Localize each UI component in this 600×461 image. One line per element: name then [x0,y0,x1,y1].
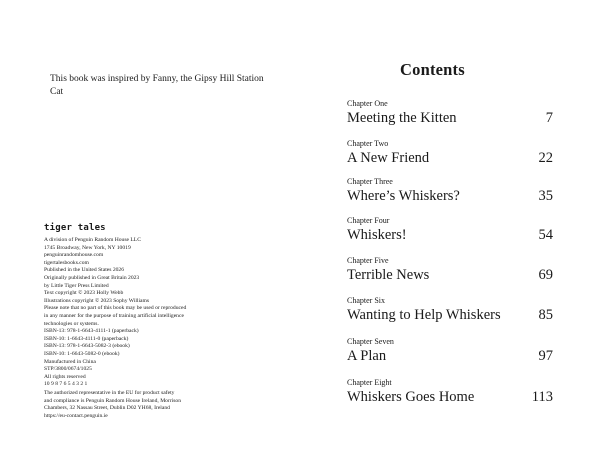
imprint-line: ISBN-13: 978-1-6643-5082-3 (ebook) [44,343,130,350]
imprint-line: ISBN-10: 1-6643-5082-0 (ebook) [44,350,120,357]
chapter-page-number: 69 [538,267,553,283]
imprint-line: in any manner for the purpose of training artificial intelligence [44,312,184,319]
imprint-line: ISBN-13: 978-1-6643-4111-1 (paperback) [44,328,139,335]
imprint-line: Published in the United States 2026 [44,267,125,274]
imprint-line: All rights reserved [44,373,86,380]
imprint-line: 1745 Broadway, New York, NY 10019 [44,244,131,251]
imprint-line: technologies or systems. [44,320,99,327]
toc-entry-chapter-three[interactable] [347,177,553,205]
toc-entry-chapter-one[interactable] [347,99,553,127]
toc-entry-chapter-eight[interactable] [347,378,553,406]
chapter-page-number: 54 [538,227,553,243]
chapter-page-number: 35 [538,188,553,204]
toc-entry-chapter-two[interactable] [347,139,553,167]
chapter-label: Chapter Seven [347,337,394,346]
contents-title: Contents [400,60,465,79]
chapter-page-number: 97 [538,348,553,364]
chapter-title: Wanting to Help Whiskers [347,307,501,323]
imprint-line: penguinrandomhouse.com [44,252,104,259]
chapter-label: Chapter Three [347,177,393,186]
chapter-label: Chapter Two [347,139,389,148]
chapter-label: Chapter Six [347,296,385,305]
eu-notice-line: and compliance is Penguin Random House Ireland, Morrison [44,397,182,404]
chapter-label: Chapter Eight [347,378,392,387]
chapter-page-number: 113 [531,389,553,405]
eu-notice-line: Chambers, 32 Nassau Street, Dublin D02 YH68, Ireland [44,405,170,412]
imprint-line: 10 9 8 7 6 5 4 3 2 1 [44,381,88,388]
chapter-title: Whiskers! [347,227,407,243]
imprint-line: Manufactured in China [44,358,96,365]
toc-entry-chapter-six[interactable] [347,296,553,324]
chapter-title: Terrible News [347,267,430,283]
imprint-line: Text copyright © 2023 Holly Webb [44,290,124,297]
imprint-line: Please note that no part of this book may be used or reproduced [44,305,187,312]
publisher-logo: tiger tales [44,223,106,233]
chapter-title: Meeting the Kitten [347,110,457,126]
toc-entry-chapter-seven[interactable] [347,337,553,365]
imprint-line: Originally published in Great Britain 2023 [44,274,140,281]
chapter-title: A Plan [347,348,387,364]
copyright-imprint [44,223,284,389]
chapter-title: A New Friend [347,150,430,166]
imprint-line: Illustrations copyright © 2023 Sophy Williams [44,297,150,304]
imprint-line: by Little Tiger Press Limited [44,282,109,289]
eu-notice-line: https://eu-contact.penguin.ie [44,412,108,419]
chapter-page-number: 7 [545,110,553,126]
chapter-title: Whiskers Goes Home [347,389,475,405]
chapter-title: Where’s Whiskers? [347,188,460,204]
imprint-line: A division of Penguin Random House LLC [44,237,141,243]
toc-entry-chapter-five[interactable] [347,256,553,284]
chapter-label: Chapter One [347,99,388,108]
imprint-line: tigertalesbooks.com [44,259,89,266]
eu-notice-line: The authorized representative in the EU for product safety [44,390,175,396]
eu-representative-notice [44,390,284,420]
dedication: This book was inspired by Fanny, the Gipsy Hill Station Cat [50,74,264,97]
chapter-label: Chapter Four [347,216,390,225]
imprint-line: STP/3800/0674/1025 [44,366,92,373]
chapter-label: Chapter Five [347,256,389,265]
imprint-line: ISBN-10: 1-6643-4111-0 (paperback) [44,335,129,342]
toc-entry-chapter-four[interactable] [347,216,553,244]
chapter-page-number: 22 [538,150,553,166]
chapter-page-number: 85 [538,307,553,323]
